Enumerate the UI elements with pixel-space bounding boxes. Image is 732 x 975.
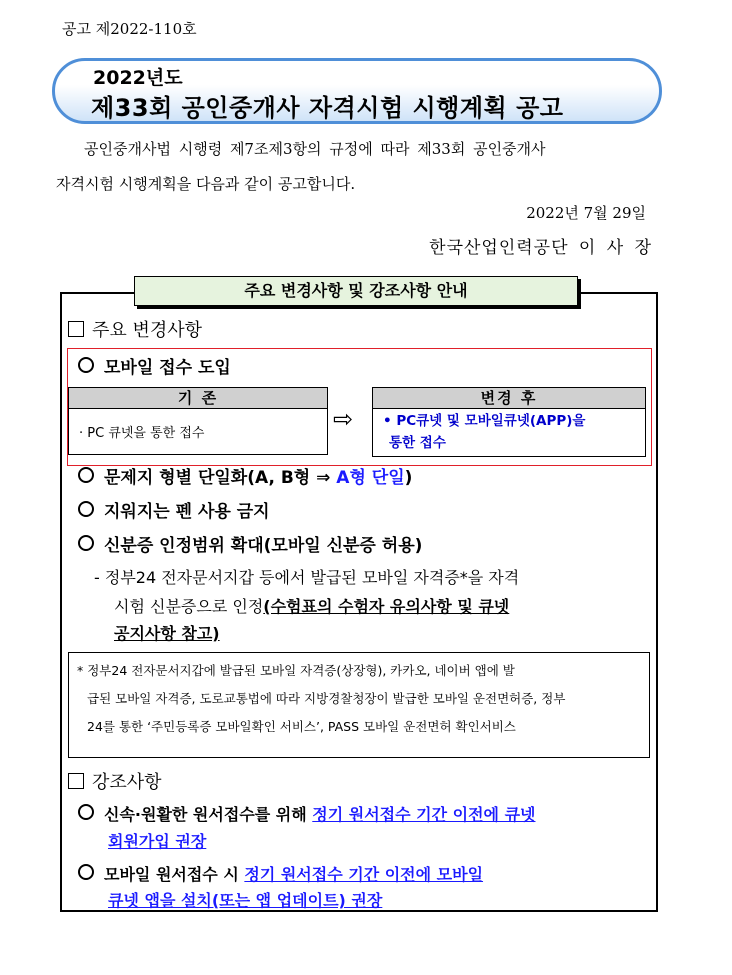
circle-bullet-icon (78, 357, 94, 373)
after-text: • PC큐넷 및 모바일큐넷(APP)을 통한 접수 (383, 413, 586, 451)
change-item-erasable-pen: 지워지는 펜 사용 금지 (78, 497, 270, 522)
after-label: 변경 후 (373, 388, 645, 409)
emphasis-item-signup-cont: 회원가입 권장 (108, 832, 207, 851)
circle-bullet-icon (78, 804, 94, 820)
page-title: 제33회 공인중개사 자격시험 시행계획 공고 (91, 94, 564, 122)
emphasis-item-signup: 신속·원활한 원서접수를 위해 정기 원서접수 기간 이전에 큐넷 (78, 800, 658, 829)
right-arrow-icon: ⇨ (333, 405, 354, 433)
notice-number: 공고 제2022-110호 (62, 20, 197, 38)
announcement-date: 2022년 7월 29일 (526, 204, 646, 222)
title-year: 2022년도 (93, 67, 183, 89)
circle-bullet-icon (78, 864, 94, 880)
summary-box-header: 주요 변경사항 및 강조사항 안내 (134, 276, 578, 306)
change-item-id-scope: 신분증 인정범위 확대(모바일 신분증 허용) (78, 531, 422, 556)
comparison-after (372, 387, 646, 457)
change-item-mobile: 모바일 접수 도입 (78, 353, 231, 378)
before-label: 기 존 (69, 388, 327, 409)
circle-bullet-icon (78, 535, 94, 551)
before-text: · PC 큐넷을 통한 접수 (79, 426, 205, 441)
comparison-before (68, 387, 328, 455)
id-scope-detail-2: 시험 신분증으로 인정(수험표의 수험자 유의사항 및 큐넷 (114, 597, 510, 616)
id-scope-detail-3: 공지사항 참고) (114, 624, 220, 643)
intro-line-1: 공인중개사법 시행령 제7조제3항의 규정에 따라 제33회 공인중개사 (84, 140, 546, 158)
checkbox-square-icon (68, 321, 84, 337)
change-item-exam-type: 문제지 형별 단일화(A, B형 ⇒ A형 단일) (78, 463, 412, 488)
changes-section-title: 주요 변경사항 (68, 316, 202, 342)
intro-line-2: 자격시험 시행계획을 다음과 같이 공고합니다. (56, 175, 356, 193)
checkbox-square-icon (68, 773, 84, 789)
emphasis-item-mobile-app-cont: 큐넷 앱을 설치(또는 앱 업데이트) 권장 (108, 891, 383, 910)
circle-bullet-icon (78, 501, 94, 517)
footnote-box (68, 652, 650, 758)
footnote-text: * 정부24 전자문서지갑에 발급된 모바일 자격증(상장형), 카카오, 네이버 앱에 발 급된 모바일 자격증, 도로교통법에 따라 지방경찰청장이 발급한 모바일 운전면허증, 정부 24를 통한 ‘주민등록증 모바일확인 서비스’, PASS 모바일 운전면허 확인서비스 (77, 663, 566, 734)
signer: 한국산업인력공단 이 사 장 (429, 238, 652, 258)
circle-bullet-icon (78, 467, 94, 483)
emphasis-section-title: 강조사항 (68, 768, 162, 794)
id-scope-detail-1: - 정부24 전자문서지갑 등에서 발급된 모바일 자격증*을 자격 (94, 568, 520, 587)
emphasis-item-mobile-app: 모바일 원서접수 시 정기 원서접수 기간 이전에 모바일 (78, 860, 658, 889)
